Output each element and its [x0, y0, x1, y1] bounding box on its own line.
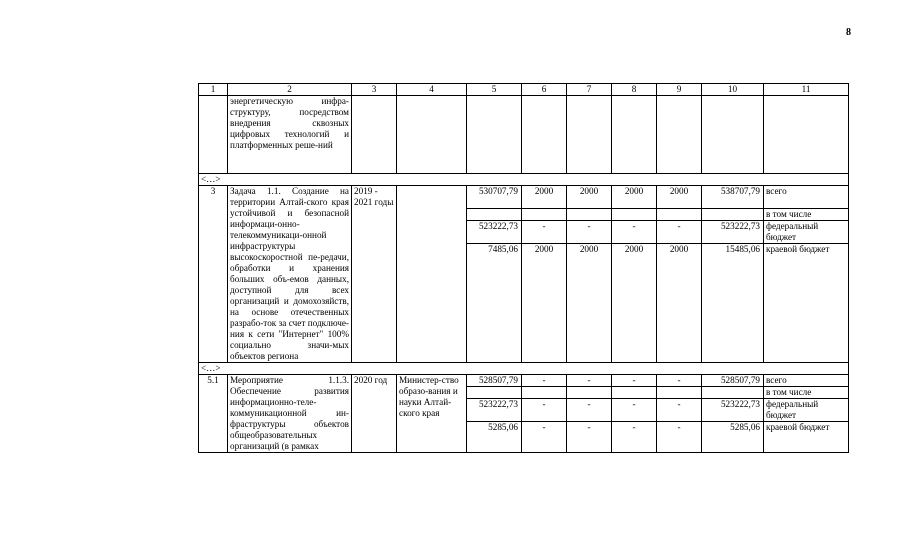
amount-cell: -: [522, 375, 567, 387]
amount-cell: -: [612, 375, 657, 387]
total-cell: 523222,73: [702, 399, 764, 422]
amount-cell: -: [657, 399, 702, 422]
amount-cell: 2000: [657, 244, 702, 363]
period-cell: 2020 год: [352, 375, 397, 453]
header-cell: 10: [702, 84, 764, 96]
header-cell: 6: [522, 84, 567, 96]
total-cell: 538707,79: [702, 186, 764, 209]
total-cell: 15485,06: [702, 244, 764, 363]
amount-cell: -: [567, 422, 612, 453]
header-cell: 3: [352, 84, 397, 96]
table-row: [199, 375, 849, 387]
amount-cell: 523222,73: [467, 221, 522, 244]
amount-cell: [467, 387, 522, 399]
amount-cell: [657, 209, 702, 221]
total-cell: 523222,73: [702, 221, 764, 244]
amount-cell: -: [657, 375, 702, 387]
amount-cell: [612, 387, 657, 399]
budget-table: [198, 83, 849, 453]
amount-cell: 7485,06: [467, 244, 522, 363]
header-cell: 7: [567, 84, 612, 96]
table-row-continued: [199, 96, 849, 174]
header-row: [199, 84, 849, 96]
amount-cell: 2000: [567, 186, 612, 209]
executor-cell: [397, 186, 467, 363]
amount-cell: [522, 387, 567, 399]
header-cell: 1: [199, 84, 228, 96]
source-cell: в том числе: [764, 387, 849, 399]
header-cell: 4: [397, 84, 467, 96]
amount-cell: -: [522, 422, 567, 453]
ellipsis-marker: <…>: [199, 174, 849, 186]
amount-cell: -: [612, 422, 657, 453]
amount-cell: 2000: [567, 244, 612, 363]
amount-cell: 528507,79: [467, 375, 522, 387]
description-cell: энергетическую инфра-структуру, посредством внедрения сквозных цифровых технологий и платформенных реше-ний: [228, 96, 352, 174]
total-cell: [702, 387, 764, 399]
amount-cell: 5285,06: [467, 422, 522, 453]
amount-cell: 2000: [522, 186, 567, 209]
header-cell: 9: [657, 84, 702, 96]
amount-cell: -: [657, 422, 702, 453]
source-cell: федеральный бюджет: [764, 399, 849, 422]
amount-cell: -: [522, 221, 567, 244]
total-cell: 528507,79: [702, 375, 764, 387]
header-cell: 8: [612, 84, 657, 96]
description-cell: Задача 1.1. Создание на территории Алтай-ского края устойчивой и безопасной информаци-онно-телекоммуникаци-онной инфраструктуры высокоскоростной пе-редачи, обработки и хранения больших объ-емов данных, доступной для всех организаций и домохозяйств, на основе отечественных разрабо-ток за счет подключе-ния к сети "Интернет" 100% социально значи-мых объектов региона: [228, 186, 352, 363]
page-number: 8: [846, 27, 851, 38]
executor-cell: Министер-ство образо-вания и науки Алтай-ского края: [397, 375, 467, 453]
amount-cell: -: [567, 399, 612, 422]
table-row: [199, 186, 849, 209]
ellipsis-marker: <…>: [199, 363, 849, 375]
amount-cell: [567, 209, 612, 221]
description-cell: Мероприятие 1.1.3. Обеспечение развития информационно-теле-коммуникационной ин-фраструктуры объектов общеобразовательных организаций (в рамках: [228, 375, 352, 453]
amount-cell: [467, 209, 522, 221]
amount-cell: [522, 209, 567, 221]
source-cell: краевой бюджет: [764, 422, 849, 453]
amount-cell: 2000: [522, 244, 567, 363]
amount-cell: [612, 209, 657, 221]
amount-cell: [567, 387, 612, 399]
amount-cell: 530707,79: [467, 186, 522, 209]
total-cell: [702, 209, 764, 221]
total-cell: 5285,06: [702, 422, 764, 453]
amount-cell: 2000: [657, 186, 702, 209]
header-cell: 2: [228, 84, 352, 96]
amount-cell: 523222,73: [467, 399, 522, 422]
source-cell: федеральный бюджет: [764, 221, 849, 244]
source-cell: всего: [764, 375, 849, 387]
amount-cell: -: [657, 221, 702, 244]
period-cell: 2019 - 2021 годы: [352, 186, 397, 363]
amount-cell: -: [612, 399, 657, 422]
amount-cell: [657, 387, 702, 399]
amount-cell: -: [567, 375, 612, 387]
amount-cell: -: [612, 221, 657, 244]
header-cell: 5: [467, 84, 522, 96]
ellipsis-row: [199, 363, 849, 375]
row-number: 3: [199, 186, 228, 363]
source-cell: в том числе: [764, 209, 849, 221]
source-cell: всего: [764, 186, 849, 209]
row-number: 5.1: [199, 375, 228, 453]
amount-cell: -: [522, 399, 567, 422]
source-cell: краевой бюджет: [764, 244, 849, 363]
amount-cell: 2000: [612, 244, 657, 363]
header-cell: 11: [764, 84, 849, 96]
ellipsis-row: [199, 174, 849, 186]
amount-cell: -: [567, 221, 612, 244]
amount-cell: 2000: [612, 186, 657, 209]
